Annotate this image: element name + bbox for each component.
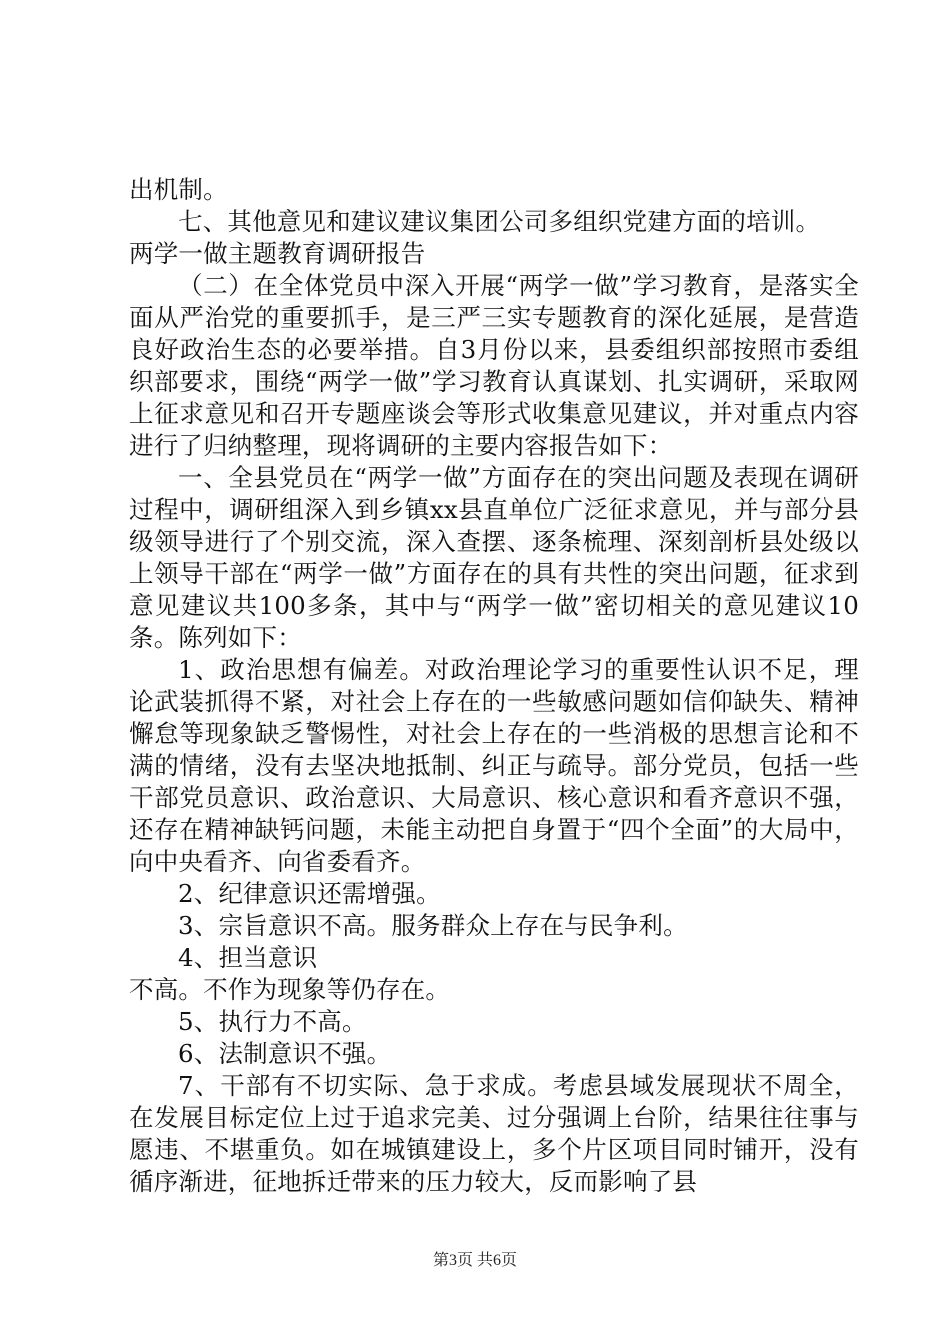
page-number-label: 第3页 共6页 [432,1252,517,1269]
paragraph-intro: （二）在全体党员中深入开展“两学一做”学习教育，是落实全面从严治党的重要抓手，是三严三实专题教育的深化延展，是营造良好政治生态的必要举措。自3月份以来，县委组织部按照市委组织部要求，围绕“两学一做”学习教育认真谋划、扎实调研，采取网上征求意见和召开专题座谈会等形式收集意见建议，并对重点内容进行了归纳整理，现将调研的主要内容报告如下： [129,271,859,460]
list-item-7: 7、干部有不切实际、急于求成。考虑县域发展现状不周全，在发展目标定位上过于追求完美、过分强调上台阶，结果往往事与愿违、不堪重负。如在城镇建设上，多个片区项目同时铺开，没有循序渐进，征地拆迁带来的压力较大，反而影响了县 [129,1071,859,1196]
list-item-2: 2、纪律意识还需增强。 [178,879,441,908]
list-item-5: 5、执行力不高。 [178,1007,367,1036]
list-item-3: 3、宗旨意识不高。服务群众上存在与民争利。 [178,911,688,940]
paragraph-section-one: 一、全县党员在“两学一做”方面存在的突出问题及表现在调研过程中，调研组深入到乡镇xx县直单位广泛征求意见，并与部分县级领导进行了个别交流，深入查摆、逐条梳理、深刻剖析县处级以上领导干部在“两学一做”方面存在的具有共性的突出问题，征求到意见建议共100多条，其中与“两学一做”密切相关的意见建议10条。陈列如下： [129,463,859,652]
list-item-1: 1、政治思想有偏差。对政治理论学习的重要性认识不足，理论武装抓得不紧，对社会上存在的一些敏感问题如信仰缺失、精神懈怠等现象缺乏警惕性，对社会上存在的一些消极的思想言论和不满的情绪，没有去坚决地抵制、纠正与疏导。部分党员，包括一些干部党员意识、政治意识、大局意识、核心意识和看齐意识不强，还存在精神缺钙问题，未能主动把自身置于“四个全面”的大局中，向中央看齐、向省委看齐。 [129,655,859,876]
list-item-4-continuation: 不高。不作为现象等仍存在。 [129,975,451,1004]
paragraph-continuation: 出机制。 [129,175,228,204]
page-footer [0,1247,950,1270]
list-item-4: 4、担当意识 [178,943,318,972]
document-body [129,174,859,1198]
report-title: 两学一做主题教育调研报告 [129,239,426,268]
paragraph-section-seven: 七、其他意见和建议建议集团公司多组织党建方面的培训。 [178,207,821,236]
list-item-6: 6、法制意识不强。 [178,1039,392,1068]
